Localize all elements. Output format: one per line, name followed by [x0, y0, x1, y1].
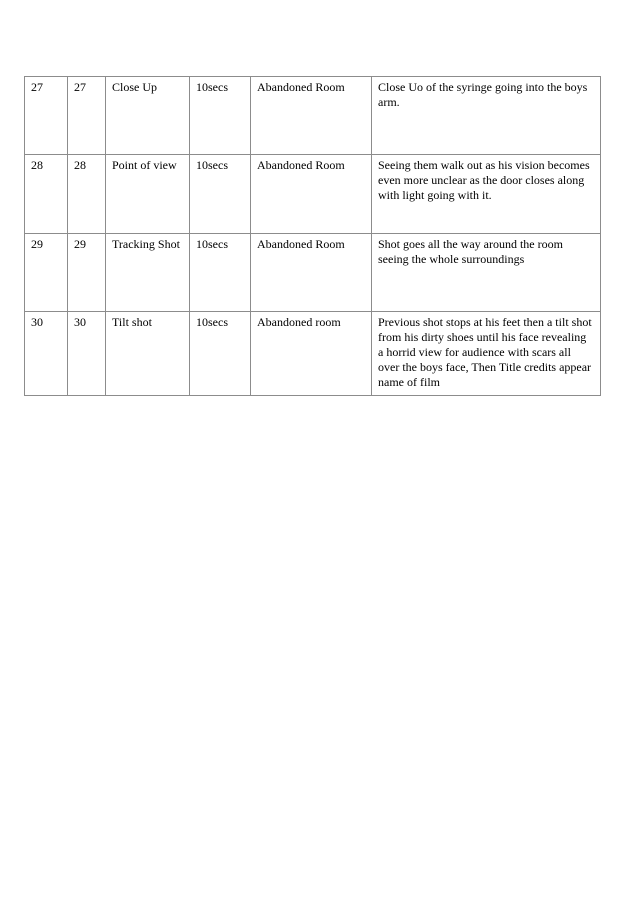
- shot-number-cell: 28: [68, 155, 106, 234]
- description-cell: Seeing them walk out as his vision becomes even more unclear as the door closes along with light going with it.: [372, 155, 601, 234]
- shot-number-cell: 30: [68, 312, 106, 396]
- scene-number-cell: 27: [25, 77, 68, 155]
- shot-type-cell: Tracking Shot: [106, 234, 190, 312]
- location-cell: Abandoned room: [251, 312, 372, 396]
- scene-number-cell: 28: [25, 155, 68, 234]
- table-row: [25, 234, 601, 312]
- scene-number-cell: 30: [25, 312, 68, 396]
- duration-cell: 10secs: [190, 155, 251, 234]
- shot-number-cell: 29: [68, 234, 106, 312]
- duration-cell: 10secs: [190, 234, 251, 312]
- table-row: [25, 155, 601, 234]
- location-cell: Abandoned Room: [251, 77, 372, 155]
- description-cell: Shot goes all the way around the room seeing the whole surroundings: [372, 234, 601, 312]
- location-cell: Abandoned Room: [251, 234, 372, 312]
- description-cell: Previous shot stops at his feet then a tilt shot from his dirty shoes until his face revealing a horrid view for audience with scars all over the boys face, Then Title credits appear name of film: [372, 312, 601, 396]
- shot-type-cell: Close Up: [106, 77, 190, 155]
- shot-type-cell: Tilt shot: [106, 312, 190, 396]
- table-row: [25, 77, 601, 155]
- duration-cell: 10secs: [190, 312, 251, 396]
- description-cell: Close Uo of the syringe going into the boys arm.: [372, 77, 601, 155]
- shot-list-table: [24, 76, 601, 396]
- location-cell: Abandoned Room: [251, 155, 372, 234]
- shot-number-cell: 27: [68, 77, 106, 155]
- shot-type-cell: Point of view: [106, 155, 190, 234]
- table-row: [25, 312, 601, 396]
- scene-number-cell: 29: [25, 234, 68, 312]
- duration-cell: 10secs: [190, 77, 251, 155]
